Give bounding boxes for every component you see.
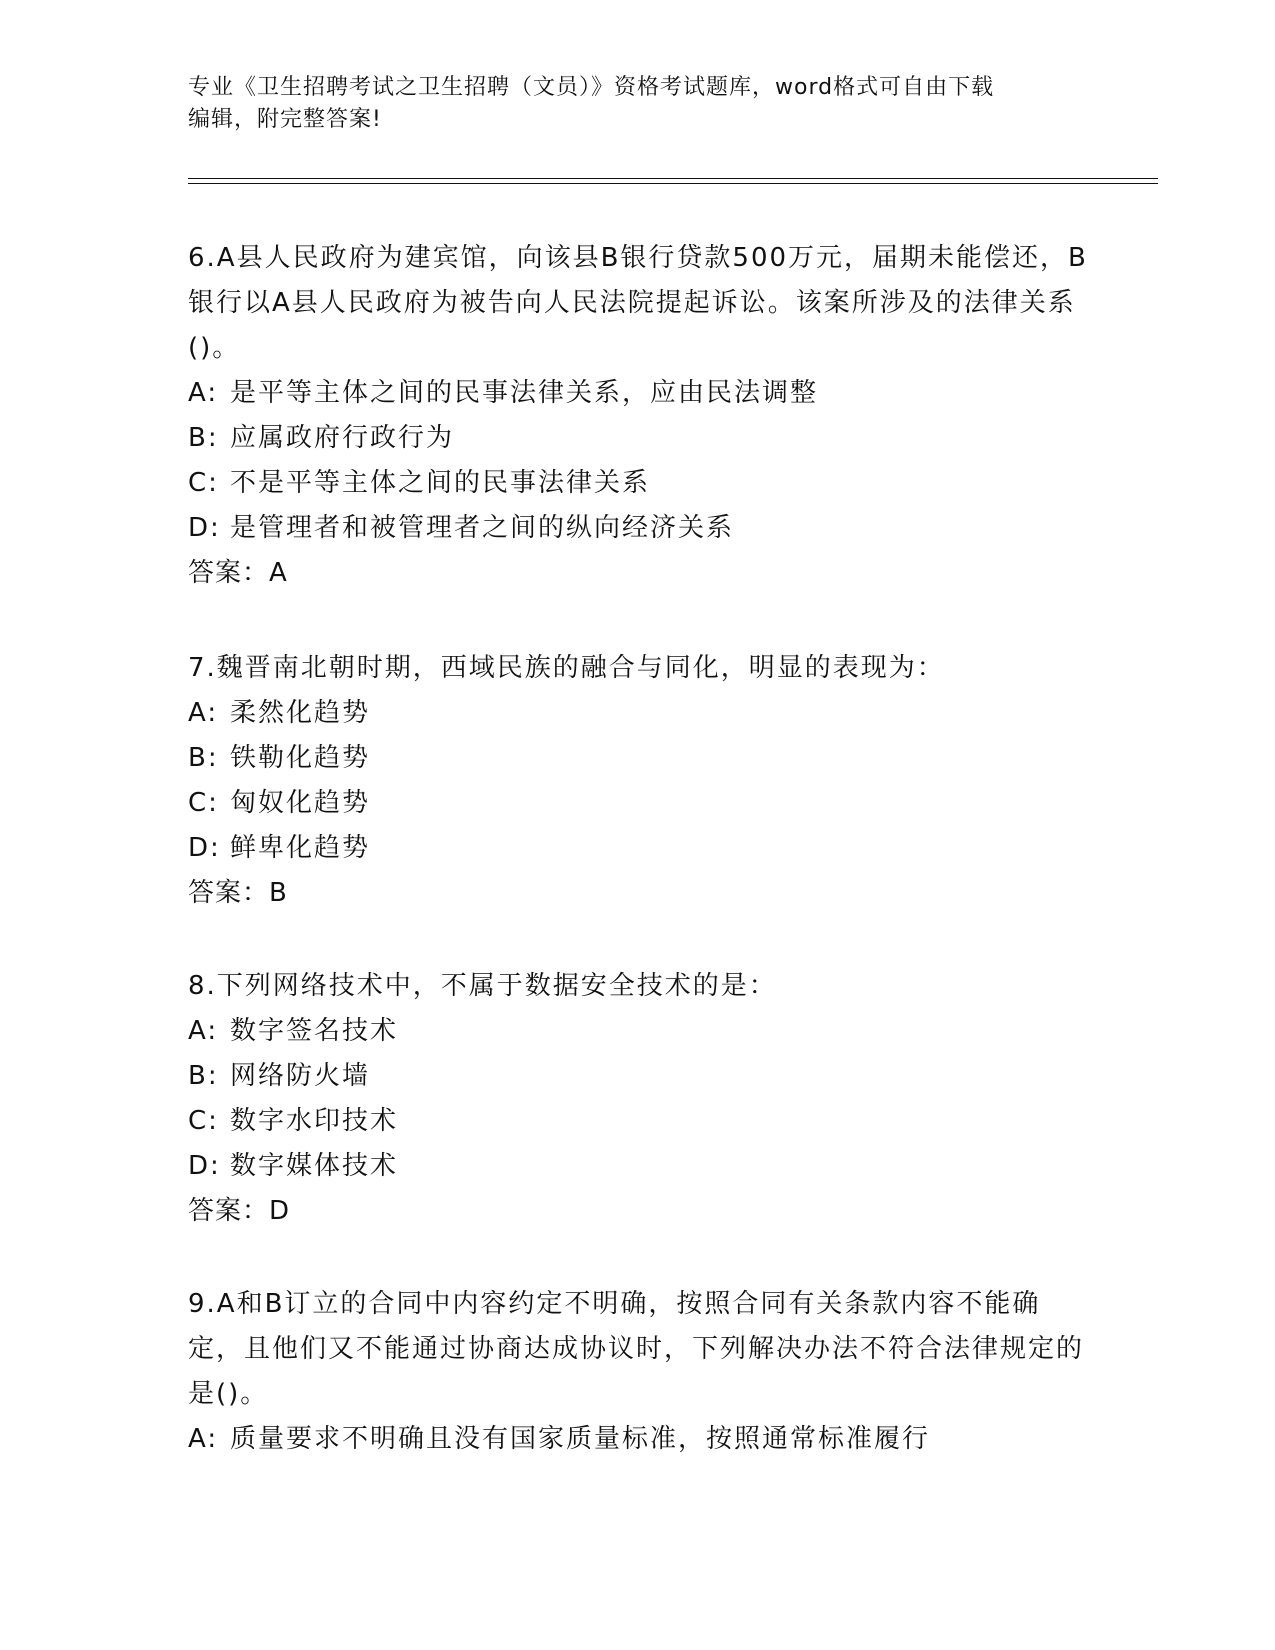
option-text: 是管理者和被管理者之间的纵向经济关系 xyxy=(230,513,735,543)
option-letter: B: xyxy=(188,1061,219,1091)
option-text: 不是平等主体之间的民事法律关系 xyxy=(230,468,651,498)
option-text: 数字水印技术 xyxy=(230,1106,399,1136)
option-c xyxy=(188,781,1088,826)
option-a xyxy=(188,371,1088,416)
question-text: 9.A和B订立的合同中内容约定不明确，按照合同有关条款内容不能确定，且他们又不能通过协商达成协议时，下列解决办法不符合法律规定的是()。 xyxy=(188,1289,1085,1409)
option-letter: C: xyxy=(188,1106,219,1136)
option-c xyxy=(188,461,1088,506)
question-7 xyxy=(188,646,1088,916)
option-b xyxy=(188,736,1088,781)
option-d xyxy=(188,506,1088,551)
option-letter: A: xyxy=(188,698,219,728)
option-letter: A: xyxy=(188,1016,219,1046)
option-letter: B: xyxy=(188,743,219,773)
question-text: 8.下列网络技术中，不属于数据安全技术的是： xyxy=(188,971,777,1001)
header-divider-bottom xyxy=(188,183,1158,184)
header-divider-top xyxy=(188,178,1158,179)
option-text: 数字签名技术 xyxy=(230,1016,399,1046)
option-a xyxy=(188,1009,1088,1054)
option-letter: A: xyxy=(188,1424,219,1454)
option-text: 鲜卑化趋势 xyxy=(230,833,371,863)
option-b xyxy=(188,416,1088,461)
answer-line: 答案：A xyxy=(188,558,288,588)
header-line-1: 专业《卫生招聘考试之卫生招聘（文员）》资格考试题库，word格式可自由下载 xyxy=(188,75,995,100)
question-8 xyxy=(188,964,1088,1234)
option-text: 柔然化趋势 xyxy=(230,698,371,728)
option-text: 是平等主体之间的民事法律关系，应由民法调整 xyxy=(230,378,819,408)
question-6 xyxy=(188,236,1088,596)
option-c xyxy=(188,1099,1088,1144)
option-text: 铁勒化趋势 xyxy=(230,743,371,773)
option-letter: D: xyxy=(188,1151,221,1181)
option-letter: C: xyxy=(188,788,219,818)
option-letter: C: xyxy=(188,468,219,498)
document-header xyxy=(188,72,1088,136)
option-letter: A: xyxy=(188,378,219,408)
option-letter: D: xyxy=(188,513,221,543)
question-text: 6.A县人民政府为建宾馆，向该县B银行贷款500万元，届期未能偿还，B银行以A县人民政府为被告向人民法院提起诉讼。该案所涉及的法律关系()。 xyxy=(188,243,1088,363)
option-text: 质量要求不明确且没有国家质量标准，按照通常标准履行 xyxy=(230,1424,931,1454)
option-d xyxy=(188,826,1088,871)
answer-line: 答案：D xyxy=(188,1196,291,1226)
question-9 xyxy=(188,1282,1088,1462)
option-a xyxy=(188,691,1088,736)
option-d xyxy=(188,1144,1088,1189)
option-text: 应属政府行政行为 xyxy=(230,423,455,453)
option-text: 网络防火墙 xyxy=(230,1061,371,1091)
answer-line: 答案：B xyxy=(188,878,288,908)
option-b xyxy=(188,1054,1088,1099)
option-letter: B: xyxy=(188,423,219,453)
option-a xyxy=(188,1417,1088,1462)
option-letter: D: xyxy=(188,833,221,863)
option-text: 数字媒体技术 xyxy=(230,1151,399,1181)
question-text: 7.魏晋南北朝时期，西域民族的融合与同化，明显的表现为： xyxy=(188,653,945,683)
option-text: 匈奴化趋势 xyxy=(230,788,371,818)
header-line-2: 编辑，附完整答案! xyxy=(188,107,382,132)
